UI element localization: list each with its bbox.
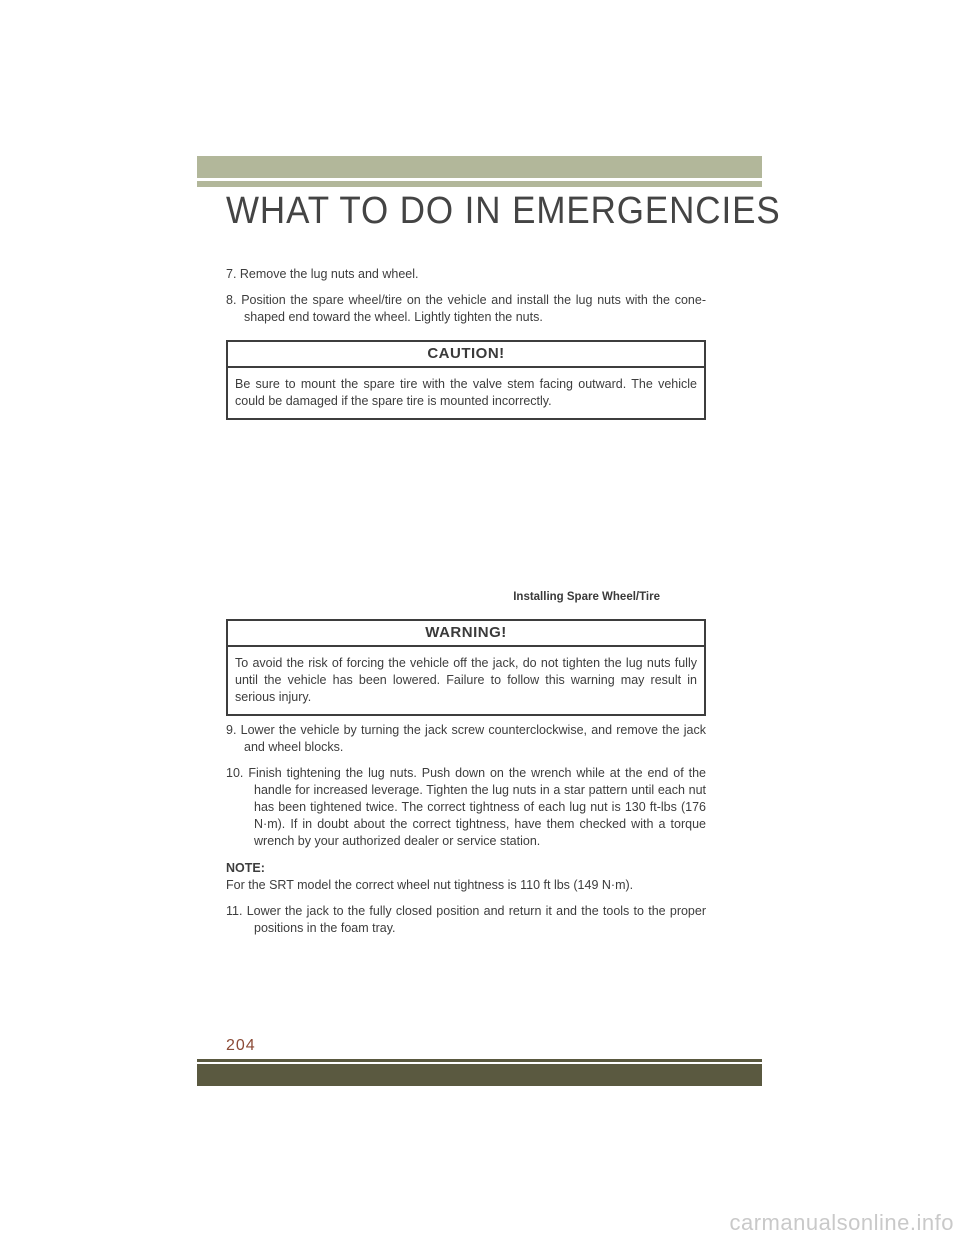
step-text: Lower the jack to the fully closed position and return it and the tools to the proper positions in the foam tray.	[246, 904, 706, 935]
step-10	[226, 765, 706, 850]
header-band	[197, 156, 762, 178]
figure-caption: Installing Spare Wheel/Tire	[513, 591, 660, 603]
step-text: Finish tightening the lug nuts. Push down on the wrench while at the end of the handle for increased leverage. Tighten the lug nuts in a star pattern until each nut has been tightened twice. The correct tightness of each lug nut is 130 ft-lbs (176 N·m). If in doubt about the correct tightness, have them checked with a torque wrench by your authorized dealer or service station.	[248, 766, 707, 848]
caution-box	[226, 340, 706, 420]
caution-body: Be sure to mount the spare tire with the valve stem facing outward. The vehicle could be damaged if the spare tire is mounted incorrectly.	[235, 377, 697, 408]
step-7	[226, 266, 706, 283]
step-text: Remove the lug nuts and wheel.	[239, 267, 419, 281]
header-rule	[197, 181, 762, 187]
step-number: 7.	[226, 267, 240, 281]
step-number: 9.	[226, 723, 241, 737]
warning-body: To avoid the risk of forcing the vehicle off the jack, do not tighten the lug nuts fully until the vehicle has been lowered. Failure to follow this warning may result in serious injury.	[235, 656, 697, 704]
footer-rule	[197, 1059, 762, 1062]
step-text: Lower the vehicle by turning the jack screw counterclockwise, and remove the jack and wheel blocks.	[240, 723, 706, 754]
step-8	[226, 292, 706, 326]
section-title: WHAT TO DO IN EMERGENCIES	[226, 190, 781, 232]
step-9	[226, 722, 706, 756]
step-text: Position the spare wheel/tire on the vehicle and install the lug nuts with the cone-shaped end toward the wheel. Lightly tighten the nuts.	[241, 293, 706, 324]
warning-title: WARNING!	[228, 621, 704, 647]
caution-title: CAUTION!	[228, 342, 704, 368]
page-content	[226, 266, 706, 946]
page-number: 204	[226, 1037, 256, 1054]
watermark: carmanualsonline.info	[729, 1210, 954, 1235]
note-text: For the SRT model the correct wheel nut tightness is 110 ft lbs (149 N·m).	[226, 878, 634, 892]
note-label: NOTE:	[226, 861, 265, 875]
footer-band	[197, 1064, 762, 1086]
step-number: 8.	[226, 293, 242, 307]
figure-area	[226, 420, 706, 603]
warning-box	[226, 619, 706, 716]
step-11	[226, 903, 706, 937]
step-number: 11.	[226, 904, 247, 918]
step-number: 10.	[226, 766, 249, 780]
